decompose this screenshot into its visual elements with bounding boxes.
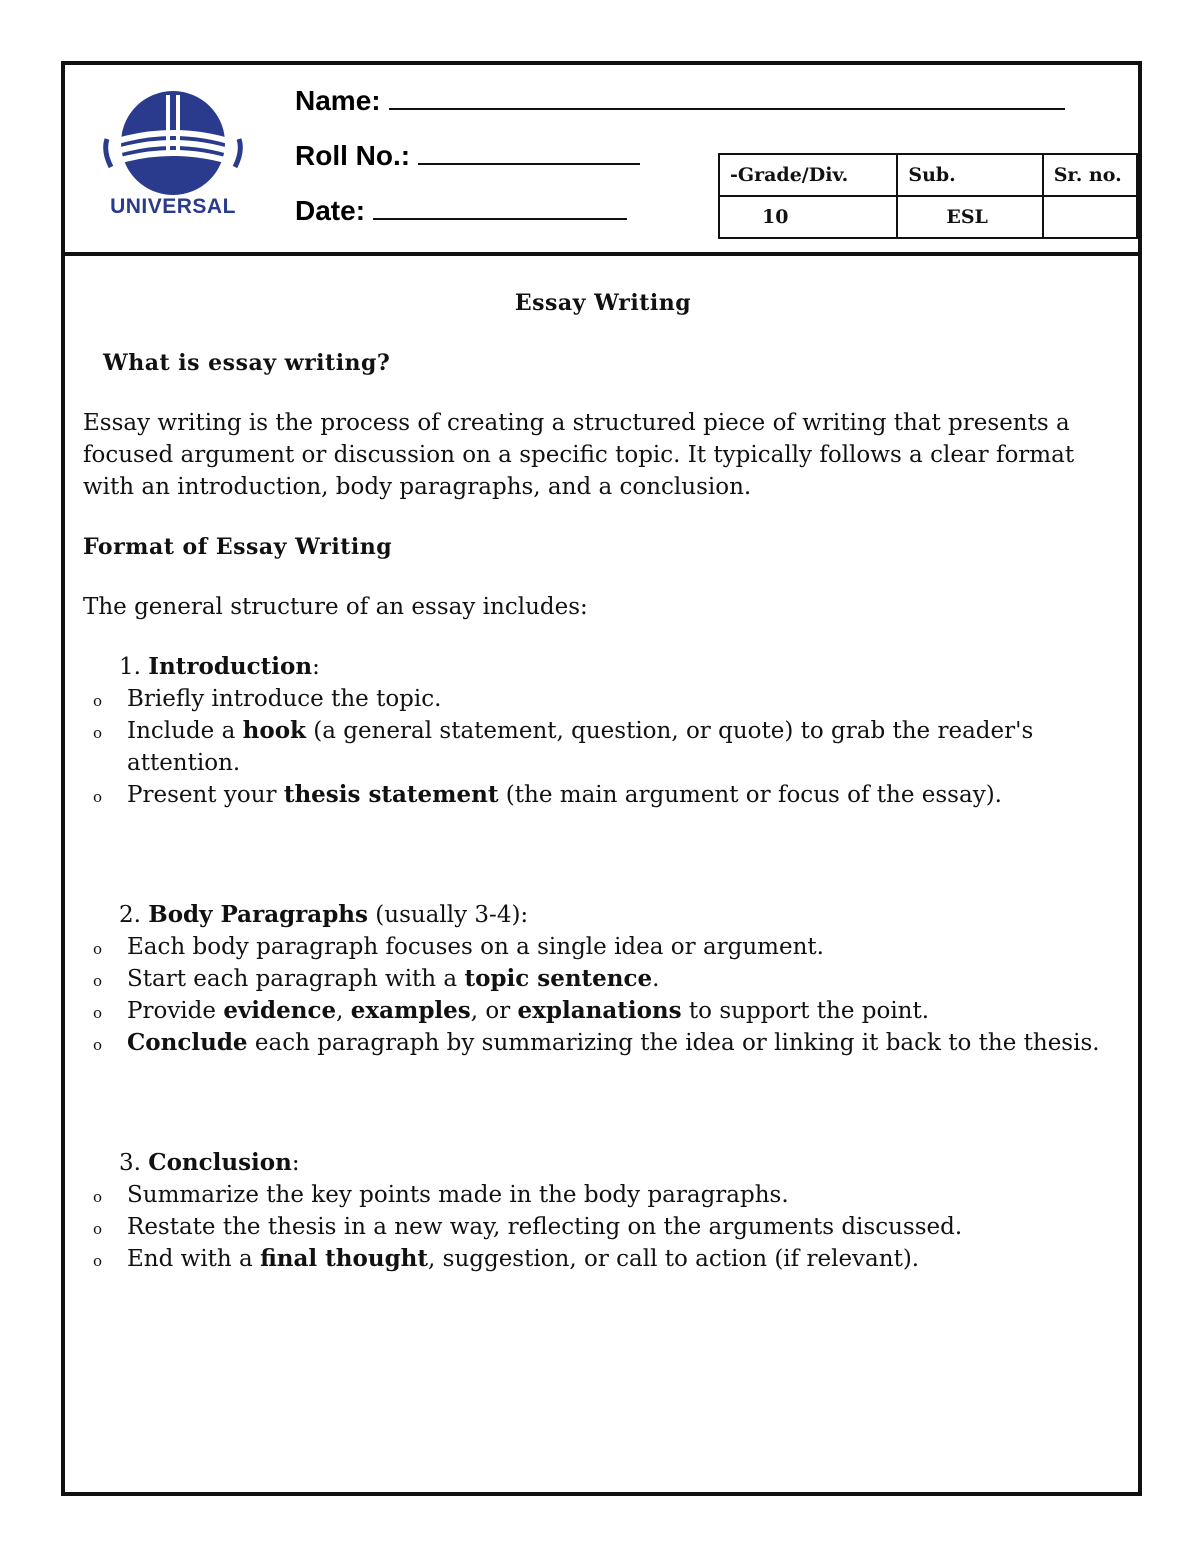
table-header-row xyxy=(719,154,1137,196)
conclusion-list xyxy=(83,1179,1123,1275)
introduction-list xyxy=(83,683,1123,811)
header-divider xyxy=(65,252,1138,256)
roll-field xyxy=(295,140,640,172)
name-blank[interactable] xyxy=(389,86,1065,110)
item-text: Provide xyxy=(127,998,224,1024)
worksheet-body xyxy=(83,287,1123,1275)
item-bold: Conclude xyxy=(127,1029,248,1056)
section-number: 2. xyxy=(119,902,141,928)
date-blank[interactable] xyxy=(373,196,627,220)
list-item xyxy=(83,779,1123,811)
date-label: Date: xyxy=(295,195,366,226)
table-value-row xyxy=(719,196,1137,238)
subject-header: Sub. xyxy=(897,154,1042,196)
name-label: Name: xyxy=(295,85,381,116)
list-item xyxy=(83,963,1123,995)
item-text: , suggestion, or call to action (if relevant). xyxy=(428,1246,920,1272)
date-field xyxy=(295,195,627,227)
section-title: Introduction xyxy=(148,653,313,680)
worksheet-header xyxy=(65,65,1138,252)
definition-paragraph: Essay writing is the process of creating a structured piece of writing that presents a focused argument or discussion on a specific topic. It typically follows a clear format with an introduction, body paragraphs, and a conclusion. xyxy=(83,410,1075,500)
item-bold: explanations xyxy=(517,997,682,1024)
item-text: Start each paragraph with a xyxy=(127,966,465,992)
spacer xyxy=(83,811,1123,899)
item-bold: thesis statement xyxy=(283,781,499,808)
item-text: Summarize the key points made in the body paragraphs. xyxy=(127,1182,789,1208)
section-introduction-heading xyxy=(119,651,1123,683)
grade-value: 10 xyxy=(719,196,897,238)
name-field xyxy=(295,85,1065,117)
section-title: Conclusion xyxy=(148,1149,292,1176)
item-text: , xyxy=(336,998,351,1024)
item-bold: hook xyxy=(242,717,306,744)
list-item xyxy=(83,931,1123,963)
item-text: each paragraph by summarizing the idea or linking it back to the thesis. xyxy=(247,1030,1100,1056)
item-bold: evidence xyxy=(223,997,337,1024)
subject-value: ESL xyxy=(897,196,1042,238)
class-info-table xyxy=(718,153,1138,239)
item-text: Briefly introduce the topic. xyxy=(127,686,442,712)
section-conclusion-heading xyxy=(119,1147,1123,1179)
item-text: Include a xyxy=(127,718,243,744)
section-title: Body Paragraphs xyxy=(148,901,368,928)
worksheet-frame xyxy=(61,61,1142,1496)
body-paragraphs-list xyxy=(83,931,1123,1059)
list-item xyxy=(83,683,1123,715)
item-bold: examples xyxy=(350,997,471,1024)
roll-label: Roll No.: xyxy=(295,140,411,171)
item-text: Present your xyxy=(127,782,284,808)
list-item xyxy=(83,715,1123,779)
item-text: to support the point. xyxy=(681,998,930,1024)
question-heading: What is essay writing? xyxy=(103,350,391,376)
structure-intro: The general structure of an essay includes: xyxy=(83,594,588,620)
logo-wordmark: UNIVERSAL xyxy=(110,195,236,218)
list-item xyxy=(83,1211,1123,1243)
page-title: Essay Writing xyxy=(514,290,692,316)
list-item xyxy=(83,1027,1123,1059)
format-heading: Format of Essay Writing xyxy=(83,534,393,560)
serial-header: Sr. no. xyxy=(1043,154,1137,196)
section-number: 1. xyxy=(119,654,141,680)
spacer xyxy=(83,1059,1123,1147)
list-item xyxy=(83,995,1123,1027)
item-text: (a general statement, question, or quote) to grab the reader's attention. xyxy=(127,718,1034,776)
list-item xyxy=(83,1243,1123,1275)
item-text: . xyxy=(652,966,660,992)
section-colon: : xyxy=(291,1150,300,1176)
section-note: (usually 3-4): xyxy=(367,902,529,928)
section-body-heading xyxy=(119,899,1123,931)
item-text: Each body paragraph focuses on a single idea or argument. xyxy=(127,934,824,960)
item-text: End with a xyxy=(127,1246,261,1272)
grade-header: -Grade/Div. xyxy=(719,154,897,196)
list-item xyxy=(83,1179,1123,1211)
item-bold: topic sentence xyxy=(464,965,653,992)
serial-value xyxy=(1043,196,1137,238)
item-text: , or xyxy=(470,998,518,1024)
section-number: 3. xyxy=(119,1150,141,1176)
item-text: Restate the thesis in a new way, reflecting on the arguments discussed. xyxy=(127,1214,963,1240)
item-text: (the main argument or focus of the essay). xyxy=(498,782,1002,808)
roll-blank[interactable] xyxy=(418,141,640,165)
item-bold: final thought xyxy=(260,1245,429,1272)
section-colon: : xyxy=(312,654,320,680)
